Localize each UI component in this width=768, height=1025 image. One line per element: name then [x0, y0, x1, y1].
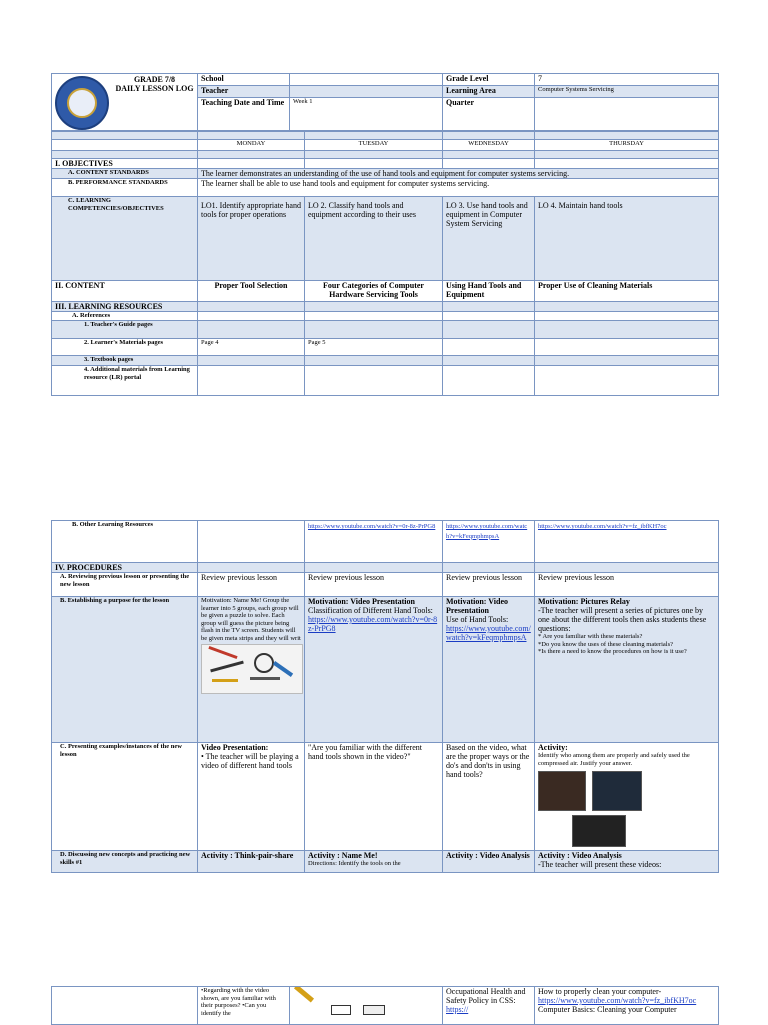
d-wednesday-text: Activity : Video Analysis: [443, 851, 535, 873]
step-b-label: B. Establishing a purpose for the lesson: [52, 597, 198, 743]
other-resources-label: B. Other Learning Resources: [52, 521, 198, 563]
additional-materials-label: 4. Additional materials from Learning resource (LR) portal: [52, 366, 198, 396]
compressed-air-photo-1: [538, 771, 586, 811]
procedures-table: [51, 520, 719, 873]
p3-wednesday-text: Occupational Health and Safety Policy in CSS:: [446, 987, 526, 1005]
b-tuesday-title: Motivation: Video Presentation: [308, 597, 415, 606]
learners-materials-label: 2. Learner's Materials pages: [52, 339, 198, 356]
lo-4: LO 4. Maintain hand tools: [535, 197, 719, 281]
review-monday: Review previous lesson: [198, 573, 305, 597]
grade-level-label: Grade Level: [443, 74, 535, 86]
c-thursday-title: Activity:: [538, 743, 568, 752]
review-wednesday: Review previous lesson: [443, 573, 535, 597]
c-wednesday-text: Based on the video, what are the proper ways or the do's and don'ts in using hand tools?: [443, 743, 535, 851]
b-monday-text: Motivation: Name Me! Group the learner into 5 groups, each group will be given a puzzle to solve. Each group will guess the picture being flash in the TV screen. Students will be given meta strips and they will writ: [201, 597, 301, 642]
teachers-guide-label: 1. Teacher's Guide pages: [52, 321, 198, 339]
textbook-label: 3. Textbook pages: [52, 356, 198, 366]
c-monday-title: Video Presentation:: [201, 743, 269, 752]
step-d-label: D. Discussing new concepts and practicing new skills #1: [52, 851, 198, 873]
day-monday: MONDAY: [198, 140, 305, 151]
lo-2: LO 2. Classify hand tools and equipment according to their uses: [305, 197, 443, 281]
d-monday-text: Activity : Think-pair-share: [198, 851, 305, 873]
compressed-air-photo-2: [592, 771, 642, 811]
b-wednesday-link[interactable]: https://www.youtube.com/watch?v=kFeqmphmpsA: [446, 624, 531, 642]
content-standards-text: The learner demonstrates an understanding of the use of hand tools and equipment for computer systems servicing.: [198, 169, 719, 179]
tools-illustration: [293, 989, 413, 1023]
d-thursday-title: Activity : Video Analysis: [538, 851, 622, 860]
review-thursday: Review previous lesson: [535, 573, 719, 597]
resources-heading: III. LEARNING RESOURCES: [52, 302, 198, 312]
step-a-label: A. Reviewing previous lesson or presenting the new lesson: [52, 573, 198, 597]
content-wednesday: Using Hand Tools and Equipment: [443, 281, 535, 302]
day-tuesday: TUESDAY: [305, 140, 443, 151]
teacher-label: Teacher: [198, 85, 290, 98]
other-link-wednesday[interactable]: https://www.youtube.com/watch?v=kFeqmphmpsA: [446, 523, 528, 540]
teacher-value: [290, 85, 443, 98]
b-wednesday-title: Motivation: Video Presentation: [446, 597, 508, 615]
b-thursday-q1: * Are you familiar with these materials?: [538, 633, 643, 640]
b-thursday-q3: *Is there a need to know the procedures on how is it use?: [538, 648, 687, 655]
content-heading: II. CONTENT: [52, 281, 198, 302]
logo-cell: [52, 74, 198, 131]
school-label: School: [198, 74, 290, 86]
objectives-heading: I. OBJECTIVES: [52, 159, 198, 169]
quarter-value: [535, 98, 719, 131]
dll-header-table: [51, 73, 719, 131]
other-link-thursday[interactable]: https://www.youtube.com/watch?v=fz_ibfKH7oc: [538, 523, 667, 530]
d-tuesday-text: Directions: Identify the tools on the: [308, 860, 401, 867]
c-monday-text: • The teacher will be playing a video of different hand tools: [201, 752, 299, 770]
grade-label: GRADE 7/8: [133, 75, 176, 84]
dll-main-table: [51, 131, 719, 396]
d-thursday-text: -The teacher will present these videos:: [538, 860, 662, 869]
school-value: [290, 74, 443, 86]
lo-1: LO1. Identify appropriate hand tools for proper operations: [198, 197, 305, 281]
performance-standards-label: B. PERFORMANCE STANDARDS: [52, 179, 198, 197]
review-tuesday: Review previous lesson: [305, 573, 443, 597]
c-thursday-text: Identify who among them are properly and safely used the compressed air. Justify your answer.: [538, 752, 690, 767]
b-tuesday-text: Classification of Different Hand Tools:: [308, 606, 433, 615]
continuation-table: [51, 986, 719, 1025]
b-tuesday-link[interactable]: https://www.youtube.com/watch?v=0r-8z-PrPG8: [308, 615, 438, 633]
p3-thursday-text: How to properly clean your computer-: [538, 987, 662, 996]
grade-level-value: 7: [535, 74, 719, 86]
step-c-label: C. Presenting examples/instances of the new lesson: [52, 743, 198, 851]
compressed-air-photo-3: [572, 815, 626, 847]
d-tuesday-title: Activity : Name Me!: [308, 851, 378, 860]
procedures-heading: IV. PROCEDURES: [52, 563, 198, 573]
hand-tools-image: [201, 644, 303, 694]
content-tuesday: Four Categories of Computer Hardware Servicing Tools: [305, 281, 443, 302]
page-2: [51, 520, 718, 873]
page-3: [51, 986, 718, 1025]
deped-seal-logo: [55, 76, 109, 130]
content-monday: Proper Tool Selection: [198, 281, 305, 302]
day-thursday: THURSDAY: [535, 140, 719, 151]
p3-monday-text: •Regarding with the video shown, are you familiar with their purposes? •Can you identify the: [198, 987, 290, 1025]
date-label: Teaching Date and Time: [198, 98, 290, 131]
b-thursday-title: Motivation: Pictures Relay: [538, 597, 630, 606]
lm-tuesday: Page 5: [305, 339, 443, 356]
content-standards-label: A. CONTENT STANDARDS: [52, 169, 198, 179]
b-wednesday-text: Use of Hand Tools:: [446, 615, 509, 624]
other-link-tuesday[interactable]: https://www.youtube.com/watch?v=0r-8z-PrPG8: [308, 523, 436, 530]
quarter-label: Quarter: [443, 98, 535, 131]
p3-thursday-link[interactable]: https://www.youtube.com/watch?v=fz_ibfKH7oc: [538, 996, 697, 1005]
log-title: DAILY LESSON LOG: [115, 84, 194, 93]
day-wednesday: WEDNESDAY: [443, 140, 535, 151]
b-thursday-text: -The teacher will present a series of pictures one by one about the different tools then asks students these questions:: [538, 606, 707, 633]
lo-3: LO 3. Use hand tools and equipment in Computer System Servicing: [443, 197, 535, 281]
learning-area-value: Computer Systems Servicing: [535, 85, 719, 98]
c-tuesday-text: "Are you familiar with the different hand tools shown in the video?": [305, 743, 443, 851]
week-value: Week 1: [290, 98, 443, 131]
competencies-label: C. LEARNING COMPETENCIES/OBJECTIVES: [52, 197, 198, 281]
lm-monday: Page 4: [198, 339, 305, 356]
p3-wednesday-link[interactable]: https://: [446, 1005, 469, 1014]
page-1: [51, 73, 718, 396]
b-thursday-q2: *Do you know the uses of these cleaning materials?: [538, 640, 674, 648]
performance-standards-text: The learner shall be able to use hand tools and equipment for computer systems servicing.: [198, 179, 719, 197]
learning-area-label: Learning Area: [443, 85, 535, 98]
content-thursday: Proper Use of Cleaning Materials: [535, 281, 719, 302]
references-label: A. References: [52, 312, 198, 321]
p3-thursday-more: Computer Basics: Cleaning your Computer: [538, 1005, 677, 1014]
